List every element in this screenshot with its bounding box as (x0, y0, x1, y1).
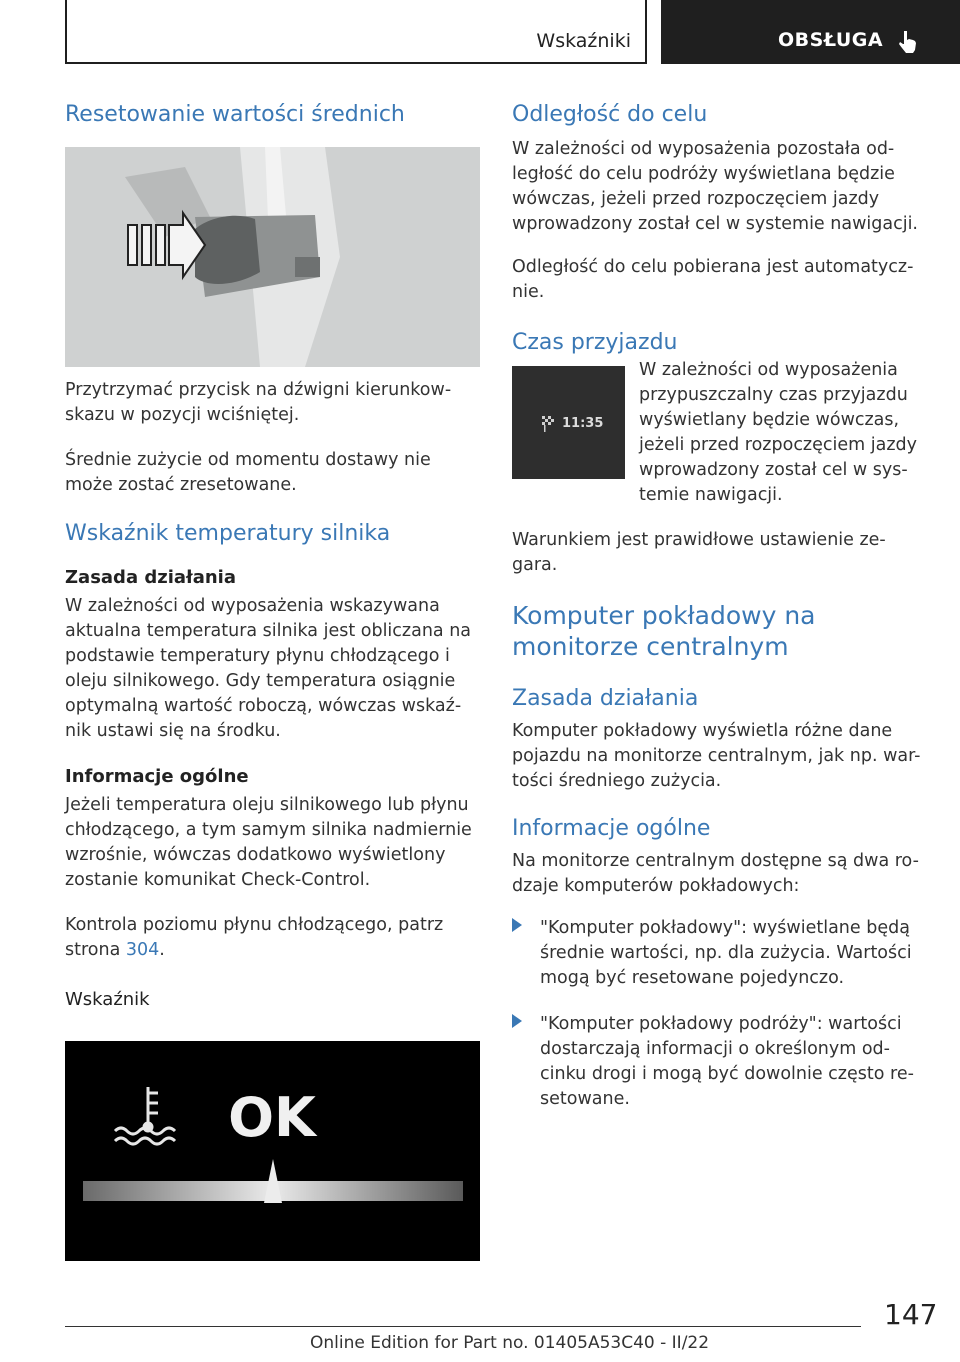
general-info-paragraph-1: Jeżeli temperatura oleju silnikowego lub płynu chłodzącego, a tym samym silnika nadmiernie wzrośnie, wówczas dodatkowo wyświetlony zostanie komunikat Check-Control. (65, 795, 472, 890)
subheading-principle: Zasada działania (65, 567, 236, 588)
header-section-title: Wskaźniki (536, 30, 631, 52)
trip-principle-paragraph: Komputer pokładowy wyświetla różne dane pojazdu na monitorze centralnym, jak np. war-tości średniego zużycia. (512, 721, 921, 791)
bullet-list (512, 916, 927, 1112)
heading-trip-general-info: Informacje ogólne (512, 816, 711, 841)
header-section-box (65, 0, 647, 64)
arrival-paragraph: W zależności od wyposażenia przypuszczalny czas przyjazdu wyświetlany będzie wówczas, jeżeli przed rozpoczęciem jazdy wprowadzony został cel w sys-temie nawigacji. (639, 360, 917, 505)
footer-edition: Online Edition for Part no. 01405A53C40 - II/22 (310, 1333, 710, 1353)
arrival-time-screen (512, 366, 625, 479)
trip-general-info-paragraph: Na monitorze centralnym dostępne są dwa ro-dzaje komputerów pokładowych: (512, 851, 919, 896)
arrival-time-display (512, 366, 625, 479)
reset-paragraph-1: Przytrzymać przycisk na dźwigni kierunkow-skazu w pozycji wciśniętej. (65, 380, 452, 425)
general-info-paragraph-2 (65, 913, 465, 963)
heading-distance: Odległość do celu (512, 102, 708, 127)
bullet-text-1: "Komputer pokładowy": wyświetlane będą średnie wartości, np. dla zużycia. Wartości mogą być resetowane pojedynczo. (540, 918, 912, 988)
page-ref-text: Kontrola poziomu płynu chłodzącego, patrz strona (65, 915, 444, 960)
turn-signal-lever-illustration (65, 147, 480, 367)
coolant-temperature-gauge (65, 1041, 480, 1261)
arrival-text-block (639, 358, 929, 508)
list-item (512, 1012, 927, 1112)
page-ref-link[interactable]: 304 (125, 940, 160, 960)
pointing-hand-icon (898, 30, 918, 54)
triangle-bullet-icon (512, 918, 522, 932)
list-item (512, 916, 927, 991)
temperature-gauge-display (65, 1041, 480, 1261)
bullet-text-2: "Komputer pokładowy podróży": wartości dostarczają informacji o określonym od-cinku drogi i mogą być dowolnie często re-setowane. (540, 1014, 914, 1109)
subheading-general-info: Informacje ogólne (65, 766, 249, 787)
left-column (65, 100, 485, 130)
right-column-lower (512, 528, 927, 1112)
header-chapter-title: OBSŁUGA (778, 29, 884, 51)
heading-arrival-time: Czas przyjazdu (512, 330, 678, 355)
lever-drawing (65, 147, 480, 367)
left-column-text (65, 378, 485, 1013)
arrival-time-value: 11:35 (562, 416, 604, 431)
gauge-ok-text: OK (228, 1086, 316, 1149)
clock-condition-paragraph: Warunkiem jest prawidłowe ustawienie ze-gara. (512, 530, 886, 575)
page-number: 147 (884, 1298, 938, 1331)
footer-divider (65, 1326, 861, 1327)
triangle-bullet-icon (512, 1014, 522, 1028)
distance-paragraph-2: Odległość do celu pobierana jest automatycz-nie. (512, 257, 914, 302)
heading-trip-principle: Zasada działania (512, 686, 699, 711)
heading-engine-temp: Wskaźnik temperatury silnika (65, 521, 391, 546)
distance-paragraph-1: W zależności od wyposażenia pozostała od-ległość do celu podróży wyświetlana będzie wówczas, jeżeli przed rozpoczęciem jazdy wprowadzony został cel w systemie nawigacji. (512, 139, 918, 234)
reset-paragraph-2: Średnie zużycie od momentu dostawy nie może zostać zresetowane. (65, 450, 431, 495)
header-chapter-tab (661, 0, 960, 64)
heading-trip-computer: Komputer pokładowy na monitorze centralnym (512, 601, 816, 661)
right-column (512, 100, 927, 358)
principle-paragraph: W zależności od wyposażenia wskazywana aktualna temperatura silnika jest obliczana na podstawie temperatury płynu chłodzącego i oleju silnikowego. Gdy temperatura osiągnie optymalną wartość roboczą, wówczas wskaź-nik ustawi się na środku. (65, 596, 472, 741)
heading-reset: Resetowanie wartości średnich (65, 102, 405, 127)
page-ref-end: . (159, 940, 165, 960)
subheading-indicator: Wskaźnik (65, 989, 150, 1010)
